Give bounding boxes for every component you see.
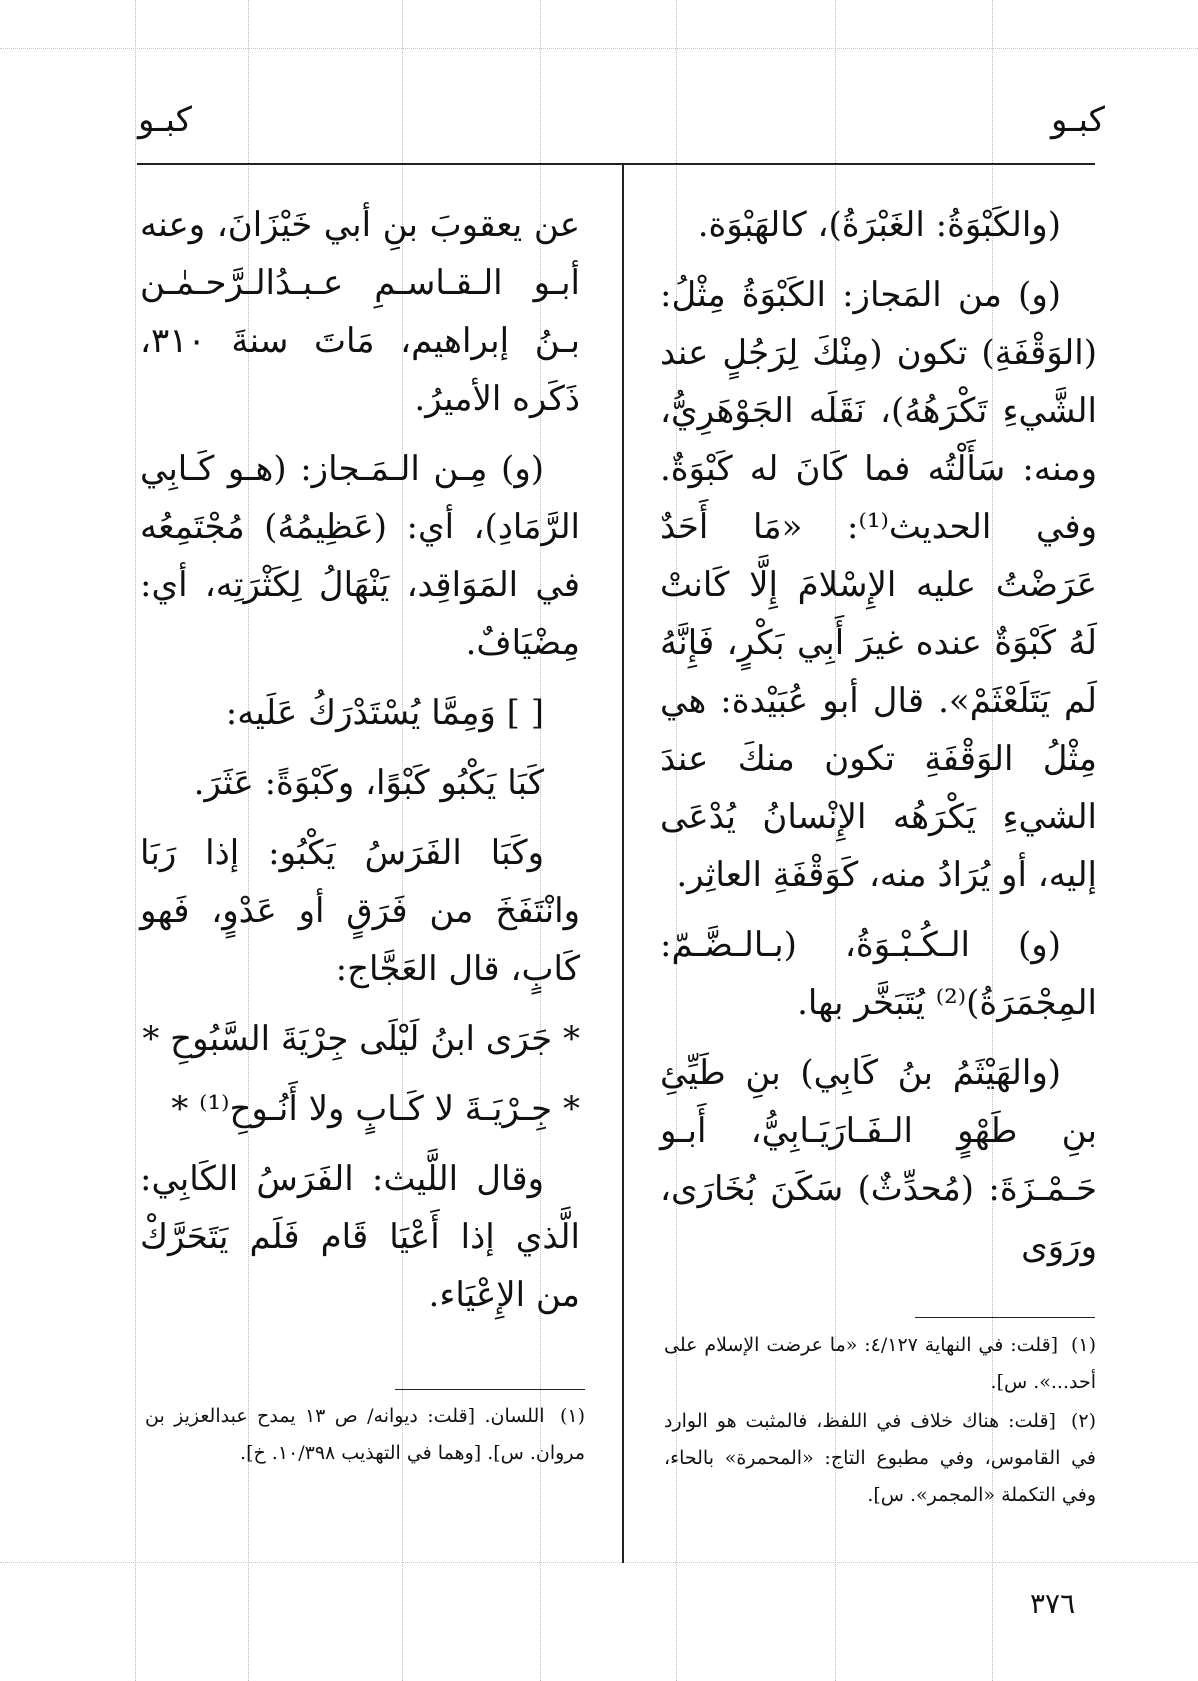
- left-column: [140, 196, 580, 1336]
- footnote-rule: [915, 1317, 1095, 1318]
- paragraph: وقال اللَّيث: الفَرَسُ الكَابِي: الَّذي إذا أَعْيَا قَام فَلَم يَتَحَرَّكْ من الإِعْيَاء.: [140, 1159, 580, 1315]
- headword-right: كبـو: [1051, 100, 1105, 140]
- verse-line: * جِـرْيَـةَ لا كَـابٍ ولا أَنُـوحِ⁽¹⁾ *: [171, 1089, 580, 1129]
- column-divider: [622, 163, 624, 1563]
- footnotes-right: [664, 1327, 1096, 1516]
- paragraph: (و) الـكُـبْـوَةُ، (بـالـضَّـمّ: المِجْمَرَةُ)⁽²⁾ يُتَبَخَّر بها.: [660, 925, 1097, 1023]
- paragraph: (والهَيْثَمُ بنُ كَابِي) بنِ طَيِّئِ بنِ طَهْوٍ الـفَـارَيَـابِيُّ، أَبـو حَـمْـزَةَ: (مُحدِّثٌ) سَكَنَ بُخَارَى، ورَوَى: [660, 1053, 1097, 1267]
- footnote: [145, 1398, 585, 1472]
- footnote-text: [قلت: في النهاية ٤/١٢٧: «ما عرضت الإسلام على أحد...». س].: [664, 1334, 1096, 1393]
- verse-line: * جَرَى ابنُ لَيْلَى جِرْيَةَ السَّبُوحِ *: [142, 1019, 580, 1059]
- paragraph: وكَبَا الفَرَسُ يَكْبُو: إذا رَبَا وانْتَفَخَ من فَرَقٍ أو عَدْوٍ، فَهو كَابٍ، قال العَجَّاج:: [140, 833, 580, 989]
- page-number: ٣٧٦: [1030, 1587, 1076, 1620]
- footnote-number: (١): [1070, 1334, 1096, 1356]
- guide-line: [0, 1562, 1198, 1563]
- paragraph: (و) من المَجاز: الكَبْوَةُ مِثْلُ: (الوَقْفَةِ) تكون (مِنْكَ لِرَجُلٍ عند الشَّيءِ تَكْرَهُهُ)، نَقَلَه الجَوْهَرِيُّ، ومنه: سَأَلْتُه فما كَانَ له كَبْوَةٌ. وفي الحديث⁽¹⁾: «مَا أَحَدٌ عَرَضْتُ عليه الإِسْلامَ إِلَّا كَانتْ لَهُ كَبْوَةٌ عنده غيرَ أَبِي بَكْرٍ، فَإِنَّهُ لَم يَتَلَعْثَمْ». قال أبو عُبَيْدة: هي مِثْلُ الوَقْفَةِ تكون منكَ عندَ الشيءِ يَكْرَهُه الإِنْسانُ يُدْعَى إليه، أو يُرَادُ منه، كَوَقْفَةِ العاثِر.: [660, 275, 1097, 895]
- footnote-text: اللسان. [قلت: ديوانه/ ص ١٣ يمدح عبدالعزيز بن مروان. س]. [وهما في التهذيب ١٠/٣٩٨. خ].: [145, 1405, 585, 1464]
- footnote-number: (٢): [1070, 1410, 1097, 1432]
- paragraph: (والكَبْوَةُ: الغَبْرَةُ)، كالهَبْوَة.: [697, 205, 1061, 245]
- footnotes-left: [145, 1398, 585, 1474]
- footnote-rule: [395, 1389, 585, 1390]
- paragraph: (و) مِـن الـمَـجاز: (هـو كَـابِي الرَّمَادِ)، أي: (عَظِيمُهُ) مُجْتَمِعُه في المَوَاقِد، يَنْهَالُ لِكَثْرَتِه، أي: مِضْيَافٌ.: [140, 449, 580, 663]
- paragraph: عن يعقوبَ بنِ أبي خَيْزَانَ، وعنه أبـو الـقـاسـمِ عـبـدُالـرَّحـمٰـن بـنُ إبراهيم، مَاتَ سنةَ ٣١٠، ذَكَره الأميرُ.: [140, 205, 580, 419]
- paragraph: كَبَا يَكْبُو كَبْوًا، وكَبْوَةً: عَثَرَ.: [193, 763, 544, 803]
- footnote: [664, 1403, 1096, 1514]
- guide-line: [135, 0, 136, 1681]
- footnote-text: [قلت: هناك خلاف في اللفظ، فالمثبت هو الوارد في القاموس، وفي مطبوع التاج: «المحمرة» بالحاء، وفي التكملة «المجمر». س].: [664, 1410, 1096, 1506]
- footnote: [664, 1327, 1096, 1401]
- headword-left: كبـو: [138, 100, 192, 140]
- header-rule: [137, 163, 1095, 165]
- footnote-number: (١): [559, 1405, 585, 1427]
- paragraph: [ ] وَمِمَّا يُسْتَدْرَكُ عَلَيه:: [225, 693, 544, 733]
- guide-line: [0, 48, 1198, 49]
- right-column: [660, 196, 1097, 1288]
